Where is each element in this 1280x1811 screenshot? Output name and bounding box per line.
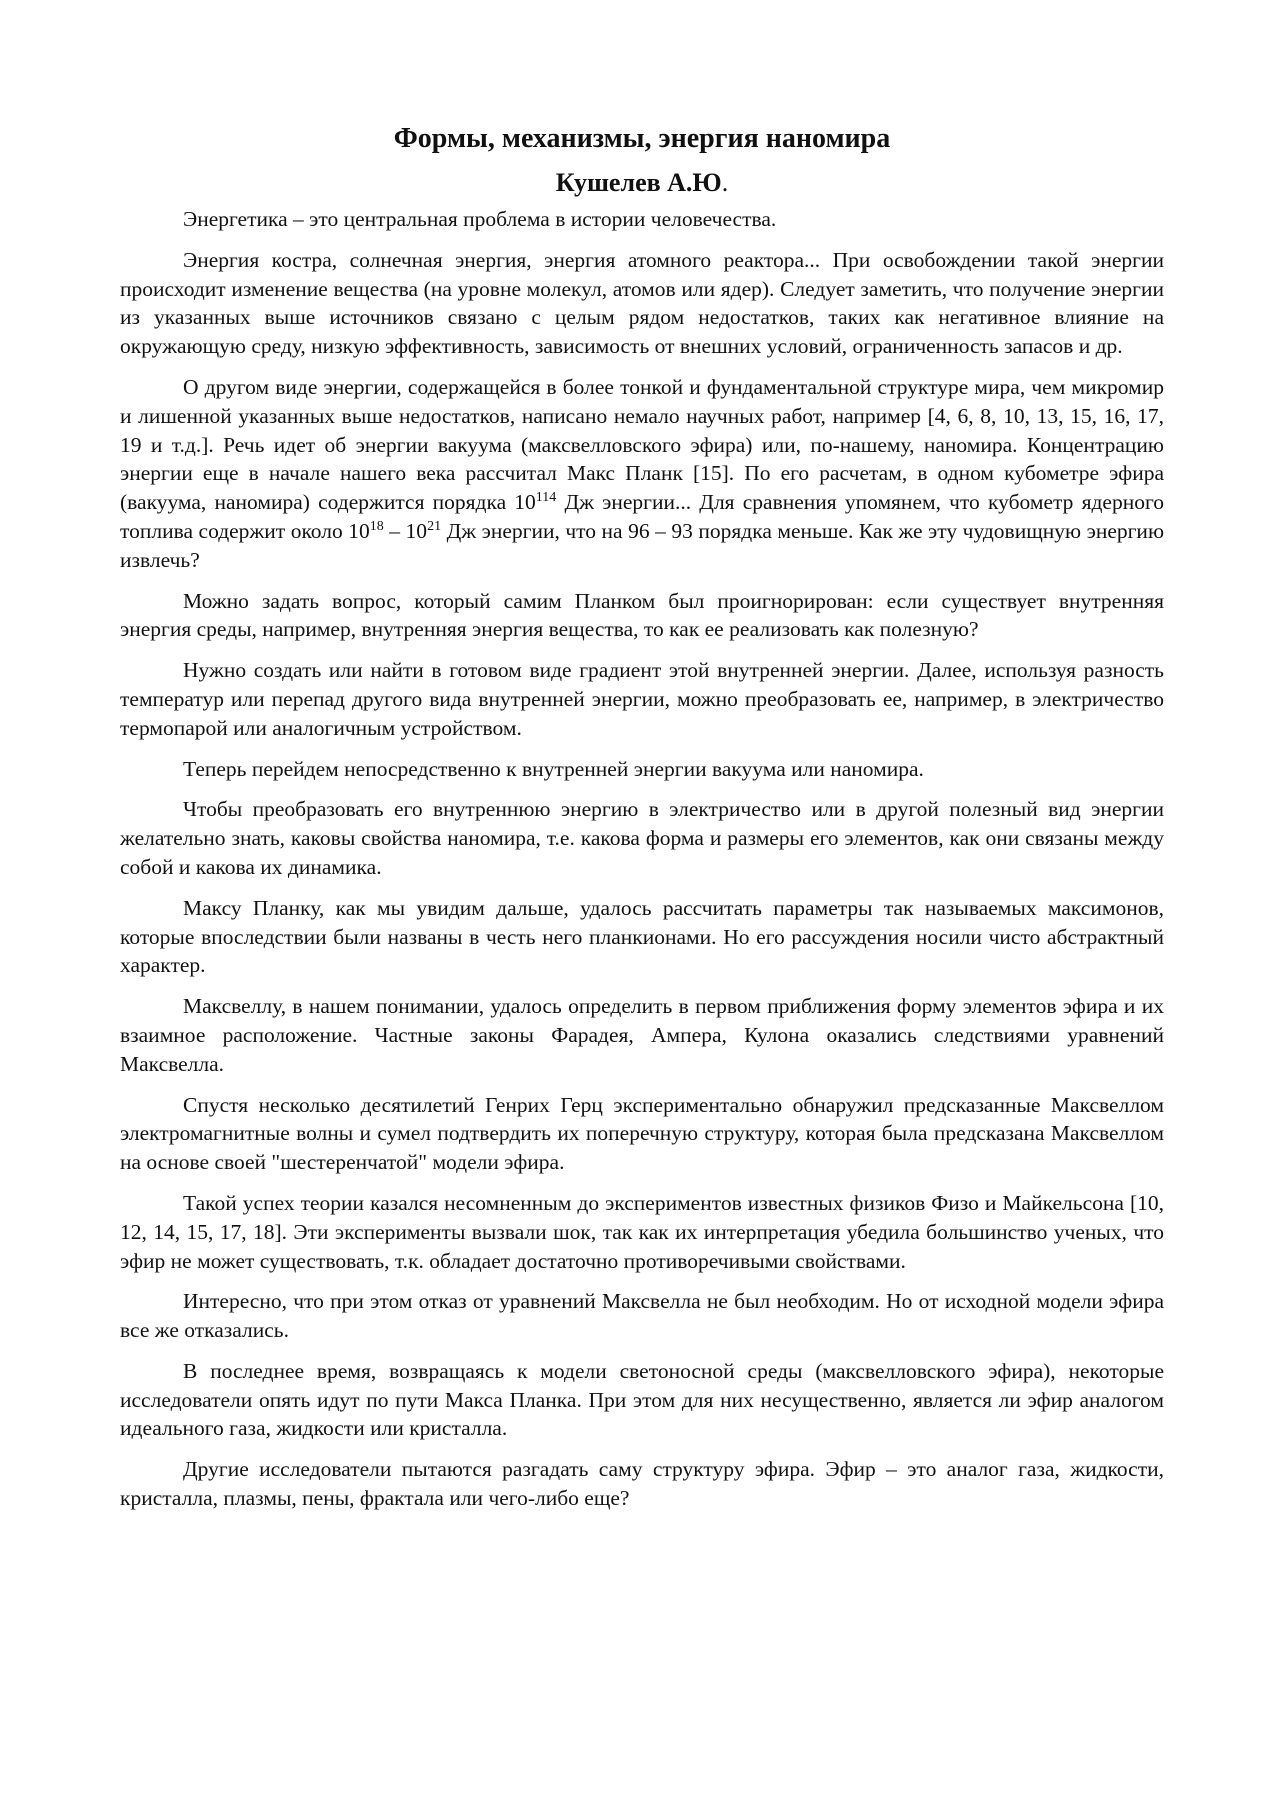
exponent: 21 bbox=[427, 518, 442, 534]
exponent: 114 bbox=[535, 490, 557, 506]
paragraph: Нужно создать или найти в готовом виде градиент этой внутренней энергии. Далее, используя разность температур или перепад другого вида внутренней энергии, можно преобразовать ее, например, в электричество термопарой или аналогичным устройством. bbox=[120, 658, 1164, 740]
paragraph: Энергия костра, солнечная энергия, энергия атомного реактора... При освобождении такой энергии происходит изменение вещества (на уровне молекул, атомов или ядер). Следует заметить, что получение энергии из указанных выше источников связано с целым рядом недостатков, таких как негативное влияние на окружающую среду, низкую эффективность, зависимость от внешних условий, ограниченность запасов и др. bbox=[120, 247, 1164, 359]
paragraph: Теперь перейдем непосредственно к внутренней энергии вакуума или наномира. bbox=[183, 756, 924, 781]
paragraph: Можно задать вопрос, который самим Планком был проигнорирован: если существует внутренняя энергия среды, например, внутренняя энергия вещества, то как ее реализовать как полезную? bbox=[120, 588, 1164, 642]
author-name: Кушелев А.Ю bbox=[555, 168, 722, 197]
paragraph-text: О другом виде энергии, содержащейся в более тонкой и фундаментальной структуре мира, чем микромир и лишенной указанных выше недостатков, написано немало научных работ, например [4, 6, 8, 10, 13, 15, 16, 17, 19 и т.д.]. Речь идет об энергии вакуума (максвелловского эфира) или, по-нашему, наномира. Концентрацию энергии еще в начале нашего века рассчитал Макс Планк [15]. По его расчетам, в одном кубометре эфира (вакуума, наномира) содержится порядка 10 bbox=[120, 374, 1164, 515]
paragraph: Энергетика – это центральная проблема в истории человечества. bbox=[183, 207, 777, 231]
paragraph: Другие исследователи пытаются разгадать саму структуру эфира. Эфир – это аналог газа, жидкости, кристалла, плазмы, пены, фрактала или чего-либо еще? bbox=[120, 1457, 1164, 1511]
paragraph-text: Дж энергии... Для сравнения упомянем, что кубометр ядерного топлива содержит около 10 bbox=[120, 490, 1164, 543]
document-title: Формы, механизмы, энергия наномира bbox=[393, 123, 891, 154]
paragraph: Такой успех теории казался несомненным до экспериментов известных физиков Физо и Майкельсона [10, 12, 14, 15, 17, 18]. Эти эксперименты вызвали шок, так как их интерпретация убедила большинство ученых, что эфир не может существовать, т.к. обладает достаточно противоречивыми свойствами. bbox=[120, 1190, 1164, 1273]
paragraph: Чтобы преобразовать его внутреннюю энергию в электричество или в другой полезный вид энергии желательно знать, каковы свойства наномира, т.е. какова форма и размеры его элементов, как они связаны между собой и какова их динамика. bbox=[120, 797, 1164, 879]
paragraph: Спустя несколько десятилетий Генрих Герц экспериментально обнаружил предсказанные Максвеллом электромагнитные волны и сумел подтвердить их поперечную структуру, которая была предсказана Максвеллом на основе своей "шестеренчатой" модели эфира. bbox=[120, 1092, 1164, 1175]
paragraph: Интересно, что при этом отказ от уравнений Максвелла не был необходим. Но от исходной модели эфира все же отказались. bbox=[120, 1289, 1164, 1343]
paragraph: Максвеллу, в нашем понимании, удалось определить в первом приближения форму элементов эфира и их взаимное расположение. Частные законы Фарадея, Ампера, Кулона оказались следствиями уравнений Максвелла. bbox=[120, 994, 1164, 1076]
paragraph: В последнее время, возвращаясь к модели светоносной среды (максвелловского эфира), некоторые исследователи опять идут по пути Макса Планка. При этом для них несущественно, является ли эфир аналогом идеального газа, жидкости или кристалла. bbox=[120, 1358, 1164, 1441]
paragraph: Максу Планку, как мы увидим дальше, удалось рассчитать параметры так называемых максимонов, которые впоследствии были названы в честь него планкионами. Но его рассуждения носили чисто абстрактный характер. bbox=[120, 895, 1164, 978]
paragraph-text: Дж энергии, что на 96 – 93 порядка меньше. Как же эту чудовищную энергию извлечь? bbox=[120, 518, 1165, 572]
paragraph-planck bbox=[120, 373, 1164, 575]
paragraph-text: – 10 bbox=[383, 518, 428, 543]
author-suffix: . bbox=[721, 168, 729, 197]
document-author bbox=[120, 167, 1164, 199]
exponent: 18 bbox=[369, 518, 384, 534]
